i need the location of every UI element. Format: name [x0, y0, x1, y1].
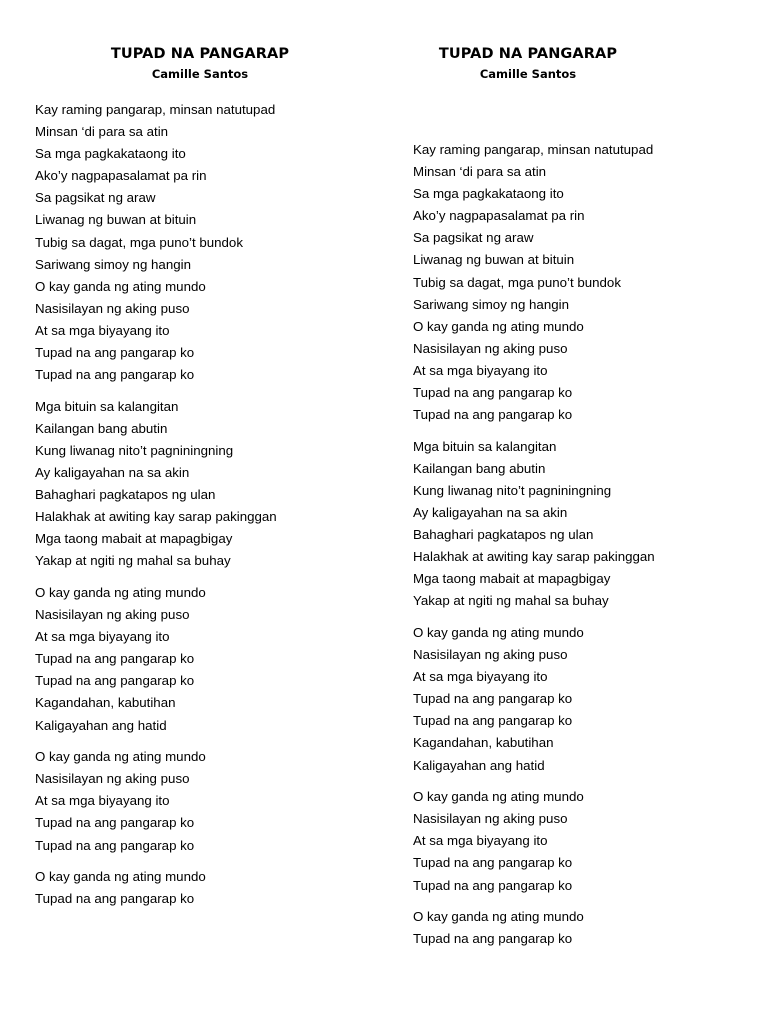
- lyric-line: Bahaghari pagkatapos ng ulan: [413, 527, 594, 543]
- lyric-line: Tupad na ang pangarap ko: [413, 931, 573, 947]
- lyric-line: Mga bituin sa kalangitan: [35, 398, 179, 414]
- lyric-line: Kay raming pangarap, minsan natutupad: [413, 142, 654, 157]
- lyric-line: Mga taong mabait at mapagbigay: [413, 571, 611, 587]
- lyric-line: Sa mga pagkakataong ito: [35, 146, 186, 162]
- lyric-line: Minsan ‘di para sa atin: [35, 124, 169, 140]
- lyric-line: Nasisilayan ng aking puso: [35, 607, 190, 623]
- lyric-line: Nasisilayan ng aking puso: [35, 300, 190, 316]
- stanza: [35, 866, 375, 910]
- lyric-line: Sa mga pagkakataong ito: [413, 186, 564, 202]
- lyrics-body: [35, 99, 375, 910]
- lyric-line: Tubig sa dagat, mga puno’t bundok: [35, 234, 243, 250]
- lyric-line: Kaligayahan ang hatid: [35, 717, 167, 733]
- lyric-line: Tupad na ang pangarap ko: [35, 815, 195, 831]
- lyrics-sheet-left: [35, 44, 375, 920]
- song-title: TUPAD NA PANGARAP: [438, 46, 618, 62]
- lyric-line: Liwanag ng buwan at bituin: [413, 252, 575, 268]
- song-author: Camille Santos: [151, 67, 249, 81]
- lyric-line: At sa mga biyayang ito: [35, 793, 170, 809]
- lyric-line: Kung liwanag nito’t pagniningning: [413, 482, 612, 498]
- stanza: [413, 436, 753, 613]
- stanza: [35, 396, 375, 573]
- lyric-line: Kagandahan, kabutihan: [35, 695, 176, 711]
- lyric-line: At sa mga biyayang ito: [413, 833, 548, 849]
- lyric-line: Liwanag ng buwan at bituin: [35, 212, 197, 228]
- lyric-line: Sariwang simoy ng hangin: [35, 256, 191, 272]
- lyric-line: Tupad na ang pangarap ko: [413, 877, 573, 893]
- lyric-line: Kagandahan, kabutihan: [413, 735, 554, 751]
- lyric-line: Kay raming pangarap, minsan natutupad: [35, 102, 276, 117]
- lyric-line: Tupad na ang pangarap ko: [35, 891, 195, 907]
- lyric-line: Sariwang simoy ng hangin: [413, 296, 569, 312]
- lyric-line: Tupad na ang pangarap ko: [413, 407, 573, 423]
- lyric-line: Tupad na ang pangarap ko: [35, 345, 195, 361]
- lyric-line: Tupad na ang pangarap ko: [413, 691, 573, 707]
- lyric-line: O kay ganda ng ating mundo: [413, 909, 584, 925]
- lyric-line: Minsan ‘di para sa atin: [413, 164, 547, 180]
- lyric-line: Mga bituin sa kalangitan: [413, 438, 557, 454]
- lyric-line: Tupad na ang pangarap ko: [35, 367, 195, 383]
- lyric-line: O kay ganda ng ating mundo: [413, 318, 584, 334]
- lyric-line: Ay kaligayahan na sa akin: [413, 505, 568, 520]
- lyric-line: Kailangan bang abutin: [413, 460, 546, 476]
- song-author: Camille Santos: [479, 67, 577, 81]
- lyric-line: Tupad na ang pangarap ko: [413, 713, 573, 729]
- lyric-line: Nasisilayan ng aking puso: [413, 811, 568, 827]
- stanza: [413, 786, 753, 896]
- lyric-line: O kay ganda ng ating mundo: [413, 624, 584, 640]
- lyric-line: Mga taong mabait at mapagbigay: [35, 531, 233, 547]
- lyric-line: O kay ganda ng ating mundo: [35, 584, 206, 600]
- lyric-line: Nasisilayan ng aking puso: [413, 647, 568, 663]
- lyric-line: Ako’y nagpapasalamat pa rin: [35, 168, 207, 184]
- stanza: [35, 99, 375, 386]
- lyric-line: Tupad na ang pangarap ko: [413, 385, 573, 401]
- lyric-line: O kay ganda ng ating mundo: [413, 789, 584, 805]
- stanza: [35, 746, 375, 856]
- lyric-line: Sa pagsikat ng araw: [413, 230, 534, 246]
- lyric-line: At sa mga biyayang ito: [413, 362, 548, 378]
- lyric-line: At sa mga biyayang ito: [413, 669, 548, 685]
- song-title: TUPAD NA PANGARAP: [110, 46, 290, 62]
- stanza: [413, 906, 753, 950]
- lyric-line: Nasisilayan ng aking puso: [35, 771, 190, 787]
- lyric-line: O kay ganda ng ating mundo: [35, 749, 206, 765]
- lyric-line: Sa pagsikat ng araw: [35, 190, 156, 206]
- lyric-line: O kay ganda ng ating mundo: [35, 278, 206, 294]
- lyric-line: Kung liwanag nito’t pagniningning: [35, 442, 234, 458]
- lyric-line: Tupad na ang pangarap ko: [413, 855, 573, 871]
- lyric-line: Ay kaligayahan na sa akin: [35, 465, 190, 480]
- lyric-line: Halakhak at awiting kay sarap pakinggan: [413, 549, 655, 565]
- lyric-line: Halakhak at awiting kay sarap pakinggan: [35, 509, 277, 525]
- lyric-line: Yakap at ngiti ng mahal sa buhay: [413, 593, 609, 609]
- stanza: [413, 139, 753, 426]
- lyrics-sheet-right: [413, 44, 753, 960]
- lyric-line: O kay ganda ng ating mundo: [35, 869, 206, 885]
- lyric-line: Bahaghari pagkatapos ng ulan: [35, 487, 216, 503]
- stanza: [413, 622, 753, 777]
- lyric-line: At sa mga biyayang ito: [35, 629, 170, 645]
- lyric-line: Yakap at ngiti ng mahal sa buhay: [35, 553, 231, 569]
- stanza: [35, 582, 375, 737]
- lyric-line: Tupad na ang pangarap ko: [35, 673, 195, 689]
- lyric-line: Nasisilayan ng aking puso: [413, 340, 568, 356]
- lyric-line: At sa mga biyayang ito: [35, 322, 170, 338]
- lyric-line: Kailangan bang abutin: [35, 420, 168, 436]
- lyrics-body: [413, 139, 753, 950]
- lyric-line: Kaligayahan ang hatid: [413, 757, 545, 773]
- lyric-line: Tubig sa dagat, mga puno’t bundok: [413, 274, 621, 290]
- lyric-line: Tupad na ang pangarap ko: [35, 651, 195, 667]
- lyric-line: Ako’y nagpapasalamat pa rin: [413, 208, 585, 224]
- lyric-line: Tupad na ang pangarap ko: [35, 837, 195, 853]
